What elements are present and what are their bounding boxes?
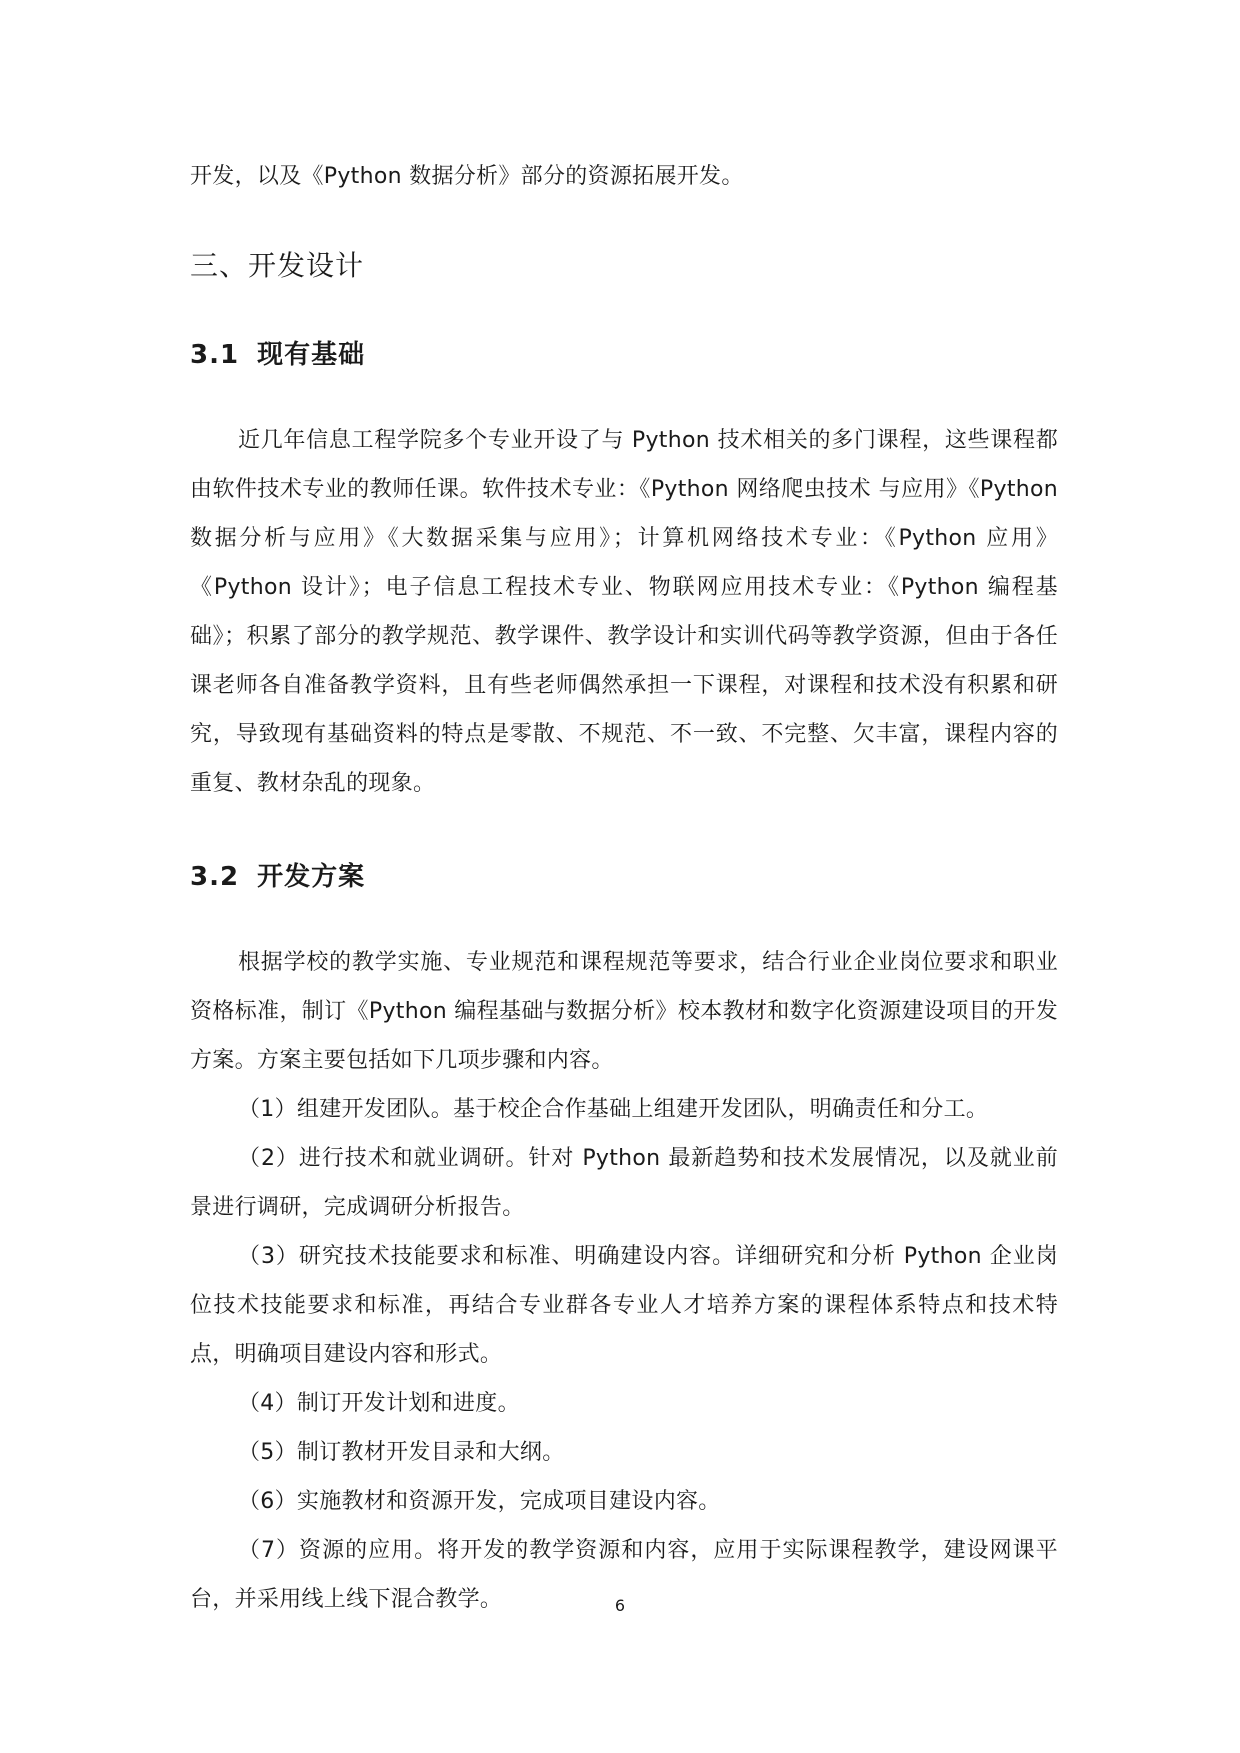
plan-step-6: （6）实施教材和资源开发，完成项目建设内容。 <box>238 1489 721 1514</box>
intro-fragment: 开发，以及《Python 数据分析》部分的资源拓展开发。 <box>190 164 744 189</box>
plan-step-3: （3）研究技术技能要求和标准、明确建设内容。详细研究和分析 Python 企业岗位技术技能要求和标准，再结合专业群各专业人才培养方案的课程体系特点和技术特点，明确项目建设内容和形式。 <box>190 1244 1058 1367</box>
subsection-heading-3-2 <box>190 858 1058 896</box>
section-title: 三、开发设计 <box>190 249 365 282</box>
plan-step-5: （5）制订教材开发目录和大纲。 <box>238 1440 565 1465</box>
subsection-title: 开发方案 <box>257 862 366 892</box>
subsection-number: 3.2 <box>190 862 240 892</box>
subsection-title: 现有基础 <box>257 340 366 370</box>
plan-step-4: （4）制订开发计划和进度。 <box>238 1391 520 1416</box>
plan-step-7: （7）资源的应用。将开发的教学资源和内容，应用于实际课程教学，建设网课平台，并采用线上线下混合教学。 <box>190 1538 1058 1612</box>
plan-step-2: （2）进行技术和就业调研。针对 Python 最新趋势和技术发展情况，以及就业前景进行调研，完成调研分析报告。 <box>190 1146 1058 1220</box>
page-number: 6 <box>614 1596 626 1615</box>
development-plan-paragraph: 根据学校的教学实施、专业规范和课程规范等要求，结合行业企业岗位要求和职业资格标准，制订《Python 编程基础与数据分析》校本教材和数字化资源建设项目的开发方案。方案主要包括如下几项步骤和内容。 <box>190 950 1058 1073</box>
subsection-heading-3-1 <box>190 336 1058 374</box>
existing-foundation-paragraph: 近几年信息工程学院多个专业开设了与 Python 技术相关的多门课程，这些课程都由软件技术专业的教师任课。软件技术专业：《Python 网络爬虫技术 与应用》《Python 数据分析与应用》《大数据采集与应用》；计算机网络技术专业：《Python 应用》《Python 设计》；电子信息工程技术专业、物联网应用技术专业：《Python 编程基础》；积累了部分的教学规范、教学课件、教学设计和实训代码等教学资源，但由于各任课老师各自准备教学资料，且有些老师偶然承担一下课程，对课程和技术没有积累和研究，导致现有基础资料的特点是零散、不规范、不一致、不完整、欠丰富，课程内容的重复、教材杂乱的现象。 <box>190 428 1058 796</box>
plan-step-1: （1）组建开发团队。基于校企合作基础上组建开发团队，明确责任和分工。 <box>238 1097 989 1122</box>
page-content <box>190 152 1058 1624</box>
subsection-number: 3.1 <box>190 340 240 370</box>
